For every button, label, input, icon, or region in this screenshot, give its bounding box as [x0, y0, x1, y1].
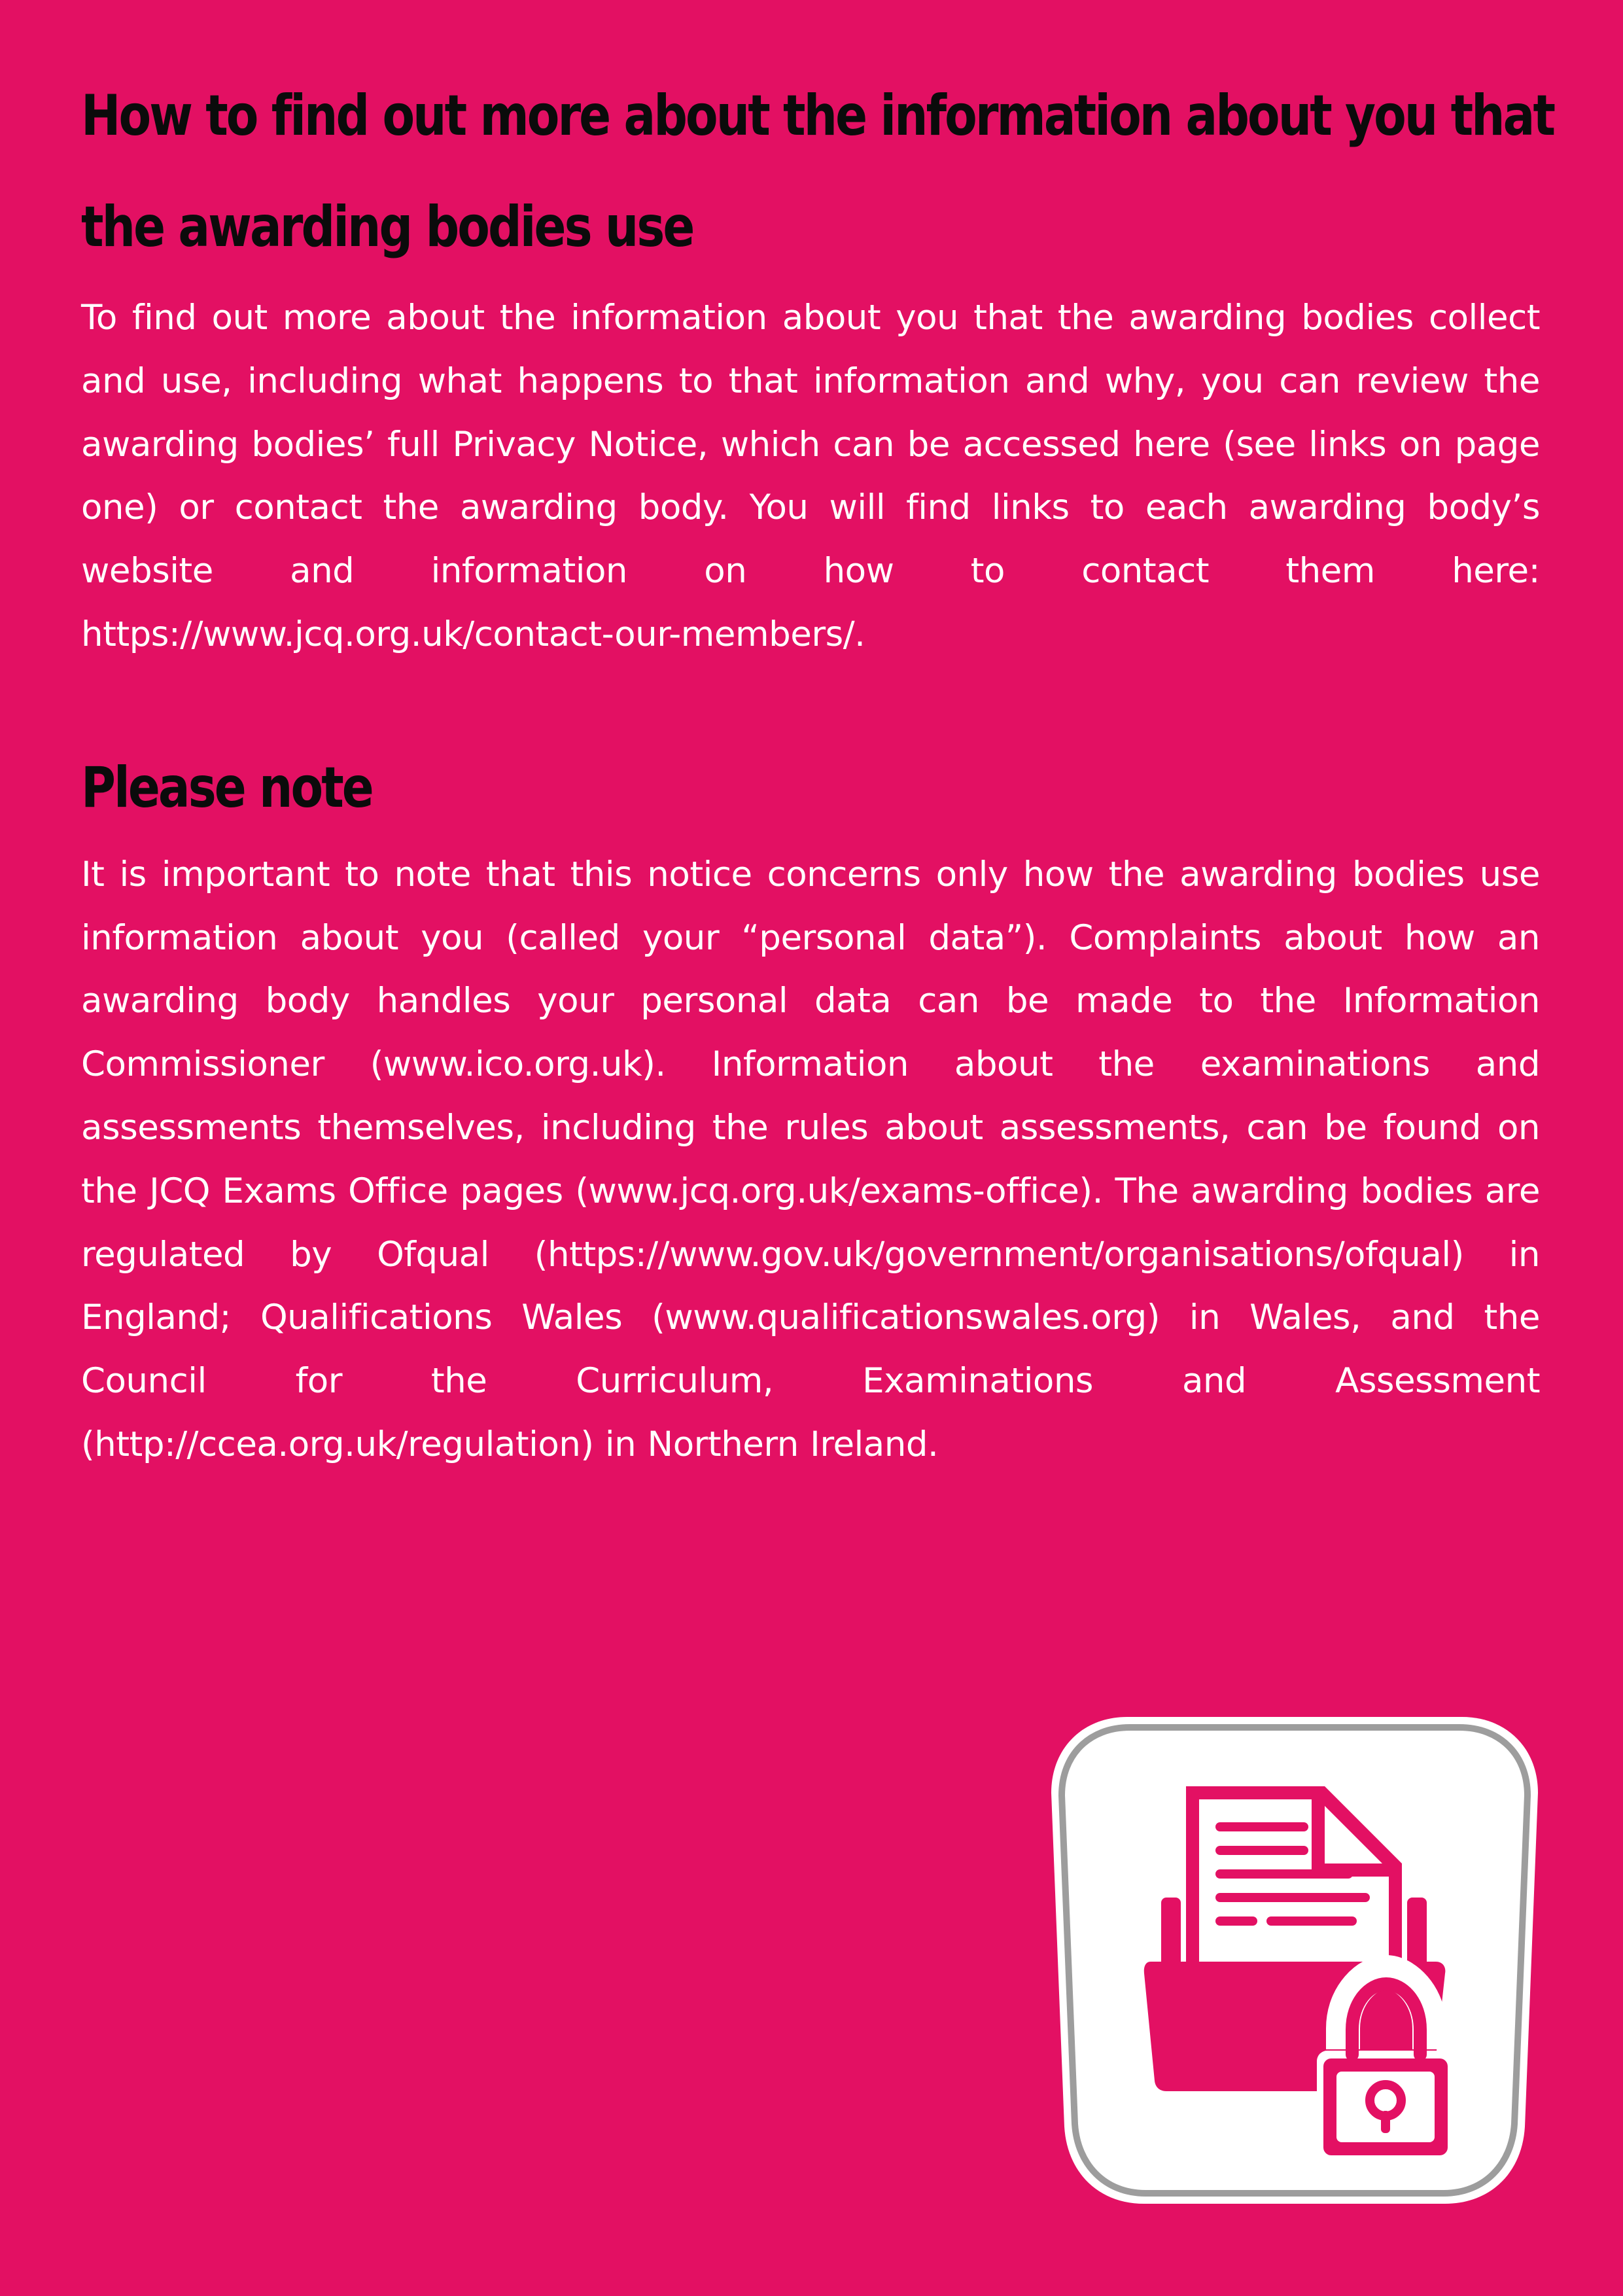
- padlock-keyhole-slot: [1381, 2111, 1390, 2133]
- section-heading-privacy-info: [81, 60, 1554, 283]
- secure-document-folder-icon: [1049, 1714, 1541, 2206]
- section-heading-please-note: Please note: [81, 754, 372, 821]
- heading-line-2: the awarding bodies use: [81, 194, 693, 260]
- privacy-info-paragraph: To find out more about the information about you that the awarding bodies collect and use, including what happens to that information and why, you can review the awarding bodies’ full Privacy Notice, which can be accessed here (see links on page one) or contact the awarding body. You will find links to each awarding body’s website and information on how to contact them here: https://www.jcq.org.uk/contact-our-members/.: [81, 298, 1540, 654]
- heading-line-1: How to find out more about the information about you that: [81, 83, 1554, 149]
- page-content: [81, 63, 1554, 1477]
- please-note-paragraph: It is important to note that this notice concerns only how the awarding bodies use information about you (called your “personal data”). Complaints about how an awarding body handles your personal data can be made to the Information Commissioner (www.ico.org.uk). Information about the examinations and assessments themselves, including the rules about assessments, can be found on the JCQ Exams Office pages (www.jcq.org.uk/exams-office). The awarding bodies are regulated by Ofqual (https://www.gov.uk/government/organisations/ofqual) in England; Qualifications Wales (www.qualificationswales.org) in Wales, and the Council for the Curriculum, Examinations and Assessment (http://ccea.org.uk/regulation) in Northern Ireland.: [81, 854, 1540, 1464]
- secure-document-badge: [1049, 1714, 1541, 2206]
